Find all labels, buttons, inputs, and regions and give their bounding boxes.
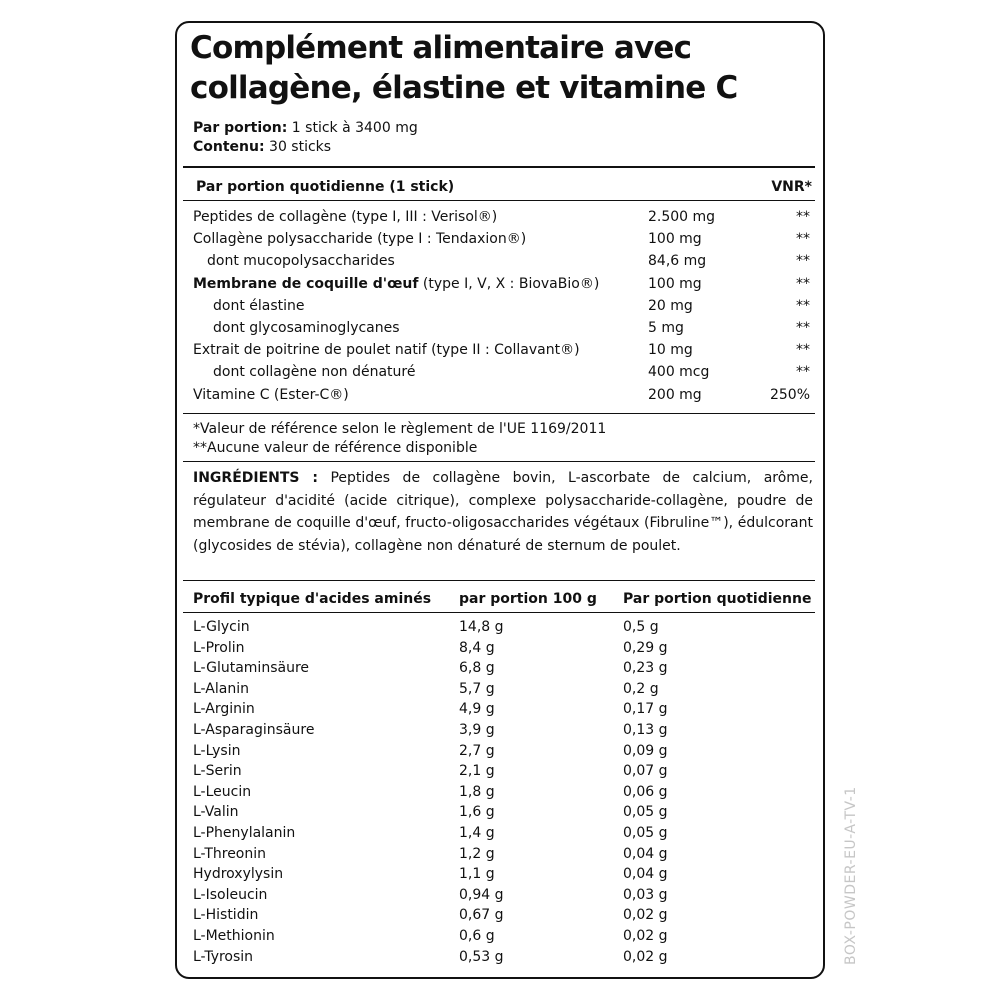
amino-per-daily-portion: 0,02 g: [623, 948, 668, 965]
amino-acid-name: L-Phenylalanin: [193, 825, 296, 841]
nutrient-name-rest: (type I, V, X : BiovaBio®): [418, 275, 600, 292]
amino-acid-name: L-Isoleucin: [193, 886, 268, 903]
divider: [183, 580, 815, 581]
amino-per-100g: 1,4 g: [459, 825, 495, 841]
nutrient-amount: 400 mcg: [648, 364, 710, 381]
amino-per-100g: 2,7 g: [459, 742, 495, 759]
nutrient-vnr: **: [796, 231, 810, 248]
product-code: BOX-POWDER-EU-A-TV-1: [843, 786, 859, 965]
amino-per-100g: 1,1 g: [459, 866, 495, 883]
ingredients-text: [193, 467, 813, 557]
amino-acid-name: L-Arginin: [193, 701, 255, 718]
nutrient-vnr: **: [796, 364, 810, 381]
amino-acid-name: L-Tyrosin: [193, 948, 254, 965]
amino-per-100g: 8,4 g: [459, 639, 495, 656]
amino-per-daily-portion: 0,09 g: [623, 742, 668, 759]
nutrient-name-bold: Membrane de coquille d'œuf: [193, 275, 419, 292]
amino-per-daily-portion: 0,06 g: [623, 783, 668, 800]
nutrient-amount: 100 mg: [648, 275, 702, 292]
nutrition-header-label: Par portion quotidienne (1 stick): [196, 179, 455, 195]
divider: [183, 413, 815, 414]
nutrient-name: dont collagène non dénaturé: [213, 364, 416, 381]
amino-acid-name: L-Methionin: [193, 928, 275, 944]
ingredients-label: INGRÉDIENTS :: [193, 470, 318, 486]
amino-acid-name: L-Histidin: [193, 907, 259, 924]
amino-acid-name: L-Alanin: [193, 680, 249, 697]
nutrient-amount: 20 mg: [648, 297, 693, 314]
nutrient-name: dont glycosaminoglycanes: [213, 320, 400, 336]
amino-per-daily-portion: 0,07 g: [623, 763, 668, 780]
nutrient-name: dont élastine: [213, 297, 305, 314]
amino-per-100g: 1,6 g: [459, 804, 495, 821]
amino-per-daily-portion: 0,05 g: [623, 825, 668, 841]
amino-per-100g: 0,67 g: [459, 907, 504, 924]
amino-per-100g: 1,8 g: [459, 783, 495, 800]
nutrient-name: dont mucopolysaccharides: [207, 253, 395, 270]
content-label: Contenu:: [193, 139, 265, 155]
nutrient-vnr: **: [796, 253, 810, 270]
amino-per-100g: 2,1 g: [459, 763, 495, 780]
nutrient-vnr: **: [796, 342, 810, 359]
nutrient-amount: 2.500 mg: [648, 209, 716, 225]
amino-acid-name: L-Asparaginsäure: [193, 722, 315, 738]
nutrient-vnr: **: [796, 275, 810, 292]
nutrient-vnr: **: [796, 320, 810, 336]
nutrient-name: Extrait de poitrine de poulet natif (type II : Collavant®): [193, 342, 580, 359]
nutrient-vnr: **: [796, 209, 810, 225]
nutrient-name: [193, 274, 599, 294]
amino-acid-name: Hydroxylysin: [193, 866, 284, 883]
amino-acid-name: L-Leucin: [193, 783, 252, 800]
nutrient-amount: 100 mg: [648, 231, 702, 248]
amino-header-per-100g: par portion 100 g: [459, 591, 597, 607]
divider: [183, 200, 815, 201]
amino-per-100g: 14,8 g: [459, 619, 504, 635]
nutrient-amount: 5 mg: [648, 320, 684, 336]
nutrient-name: Peptides de collagène (type I, III : Verisol®): [193, 209, 498, 225]
amino-per-daily-portion: 0,17 g: [623, 701, 668, 718]
product-title: Complément alimentaire avec collagène, élastine et vitamine C: [190, 30, 738, 106]
amino-per-100g: 0,6 g: [459, 928, 495, 944]
footnote-no-reference: **Aucune valeur de référence disponible: [193, 440, 478, 456]
amino-per-100g: 5,7 g: [459, 680, 495, 697]
nutrient-amount: 10 mg: [648, 342, 693, 359]
portion-label: Par portion:: [193, 120, 288, 136]
nutrient-vnr: 250%: [769, 386, 810, 403]
amino-per-daily-portion: 0,02 g: [623, 928, 668, 944]
amino-acid-name: L-Lysin: [193, 742, 241, 759]
amino-per-100g: 3,9 g: [459, 722, 495, 738]
amino-per-100g: 0,94 g: [459, 886, 504, 903]
amino-per-daily-portion: 0,04 g: [623, 866, 668, 883]
amino-per-daily-portion: 0,04 g: [623, 845, 668, 862]
amino-per-daily-portion: 0,29 g: [623, 639, 668, 656]
amino-acid-name: L-Prolin: [193, 639, 245, 656]
amino-per-daily-portion: 0,02 g: [623, 907, 668, 924]
nutrition-header-vnr: VNR*: [771, 179, 812, 195]
ingredients-list: Peptides de collagène bovin, L-ascorbate de calcium, arôme, régulateur d'acidité (acide citrique), complexe polysaccharide-collagène, poudre de membrane de coquille d'œuf, fructo-oligosaccharides végétaux (Fibruline™), édulcorant (glycosides de stévia), collagène non dénaturé de sternum de poulet.: [193, 470, 813, 554]
nutrient-amount: 200 mg: [648, 386, 702, 403]
nutrient-name: Collagène polysaccharide (type I : Tendaxion®): [193, 231, 527, 248]
amino-acid-name: L-Threonin: [193, 845, 267, 862]
amino-per-daily-portion: 0,5 g: [623, 619, 659, 635]
nutrient-amount: 84,6 mg: [648, 253, 707, 270]
content-value: 30 sticks: [269, 139, 332, 155]
divider: [183, 166, 815, 168]
amino-per-100g: 1,2 g: [459, 845, 495, 862]
amino-per-daily-portion: 0,2 g: [623, 680, 659, 697]
divider: [183, 461, 815, 462]
amino-per-100g: 4,9 g: [459, 701, 495, 718]
content-line: [193, 138, 418, 157]
amino-acid-name: L-Serin: [193, 763, 242, 780]
portion-info: [193, 119, 418, 157]
portion-line: [193, 119, 418, 138]
amino-acid-name: L-Glutaminsäure: [193, 660, 310, 677]
amino-per-daily-portion: 0,23 g: [623, 660, 668, 677]
nutrient-vnr: **: [796, 297, 810, 314]
amino-header-profile: Profil typique d'acides aminés: [193, 591, 432, 607]
amino-per-100g: 6,8 g: [459, 660, 495, 677]
amino-acid-name: L-Valin: [193, 804, 239, 821]
footnote-vnr: *Valeur de référence selon le règlement de l'UE 1169/2011: [193, 421, 607, 437]
amino-per-100g: 0,53 g: [459, 948, 504, 965]
nutrient-name: Vitamine C (Ester-C®): [193, 386, 349, 403]
divider: [183, 612, 815, 613]
amino-per-daily-portion: 0,03 g: [623, 886, 668, 903]
amino-header-per-daily-portion: Par portion quotidienne: [623, 591, 812, 607]
amino-per-daily-portion: 0,13 g: [623, 722, 668, 738]
amino-acid-name: L-Glycin: [193, 619, 250, 635]
portion-value: 1 stick à 3400 mg: [291, 120, 418, 136]
amino-per-daily-portion: 0,05 g: [623, 804, 668, 821]
